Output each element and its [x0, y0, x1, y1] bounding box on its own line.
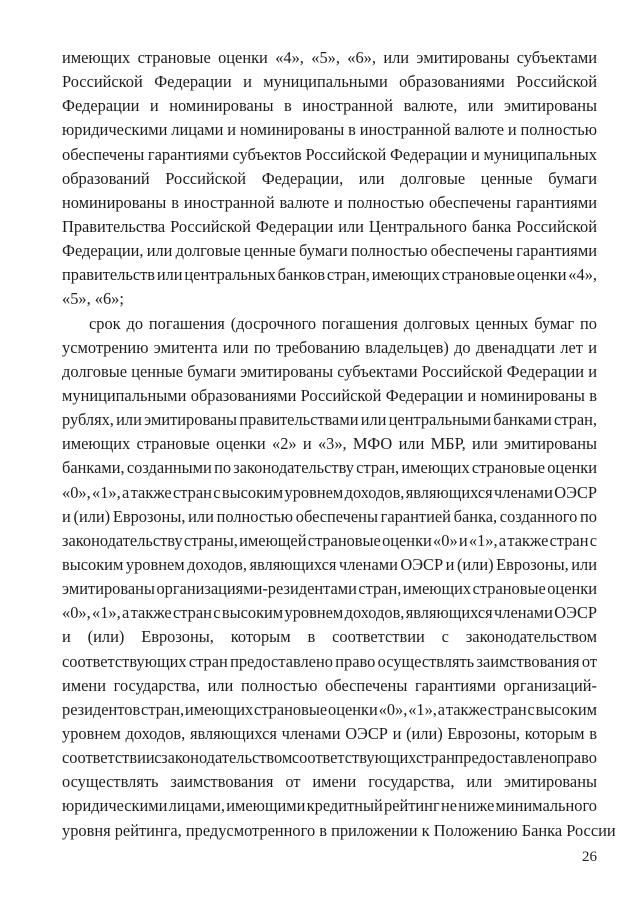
text-line: обеспечены гарантиями субъектов Российской Федерации и муниципальных — [62, 144, 597, 164]
text-line: резидентов стран, имеющих страновые оценки «0», «1», а также стран с высоким — [62, 699, 597, 719]
text-line: банками, созданными по законодательству стран, имеющих страновые оценки — [62, 458, 597, 478]
text-line: усмотрению эмитента или по требованию владельцев) до двенадцати лет и — [62, 337, 597, 357]
text-line: соответствии с законодательством соответствующих стран предоставлено право — [62, 748, 597, 768]
text-line: «0», «1», а также стран с высоким уровнем доходов, являющихся членами ОЭСР — [62, 603, 597, 623]
text-line: юридическими лицами, имеющими кредитный рейтинг не ниже минимального — [62, 796, 597, 816]
page-number: 26 — [582, 849, 597, 865]
text-line: Правительства Российской Федерации или Центрального банка Российской — [62, 216, 597, 236]
text-line: «0», «1», а также стран с высоким уровнем доходов, являющихся членами ОЭСР — [62, 482, 597, 502]
text-line: уровня рейтинга, предусмотренного в приложении к Положению Банка России — [62, 820, 616, 840]
text-line: уровнем доходов, являющихся членами ОЭСР и (или) Еврозоны, которым в — [62, 723, 597, 743]
text-line: и (или) Еврозоны, или полностью обеспечены гарантией банка, созданного по — [62, 506, 597, 526]
text-line: правительств или центральных банков стран, имеющих страновые оценки «4», — [62, 265, 597, 285]
text-line: срок до погашения (досрочного погашения долговых ценных бумаг по — [89, 313, 597, 333]
text-line: эмитированы организациями-резидентами стран, имеющих страновые оценки — [62, 579, 597, 599]
text-line: юридическими лицами и номинированы в иностранной валюте и полностью — [62, 120, 597, 140]
text-line: и (или) Еврозоны, которым в соответствии с законодательством — [62, 627, 597, 647]
text-line: высоким уровнем доходов, являющихся членами ОЭСР и (или) Еврозоны, или — [62, 554, 597, 574]
text-line: рублях, или эмитированы правительствами или центральными банками стран, — [62, 410, 597, 430]
text-line: законодательству страны, имеющей страновые оценки «0» и «1», а также стран с — [62, 530, 597, 550]
text-line: Российской Федерации и муниципальными образованиями Российской — [62, 72, 597, 92]
document-body — [62, 46, 616, 843]
text-line: имени государства, или полностью обеспечены гарантиями организаций- — [62, 675, 597, 695]
text-line: Федерации и номинированы в иностранной валюте, или эмитированы — [62, 96, 597, 116]
text-line: соответствующих стран предоставлено право осуществлять заимствования от — [62, 651, 597, 671]
text-line: «5», «6»; — [62, 289, 124, 309]
text-line: образований Российской Федерации, или долговые ценные бумаги — [62, 168, 597, 188]
text-line: долговые ценные бумаги эмитированы субъектами Российской Федерации и — [62, 361, 597, 381]
text-line: осуществлять заимствования от имени государства, или эмитированы — [62, 772, 597, 792]
text-line: Федерации, или долговые ценные бумаги полностью обеспечены гарантиями — [62, 241, 597, 261]
text-line: имеющих страновые оценки «4», «5», «6», или эмитированы субъектами — [62, 48, 597, 67]
text-line: имеющих страновые оценки «2» и «3», МФО или МБР, или эмитированы — [62, 434, 597, 454]
text-line: номинированы в иностранной валюте и полностью обеспечены гарантиями — [62, 192, 597, 212]
text-line: муниципальными образованиями Российской Федерации и номинированы в — [62, 385, 597, 405]
